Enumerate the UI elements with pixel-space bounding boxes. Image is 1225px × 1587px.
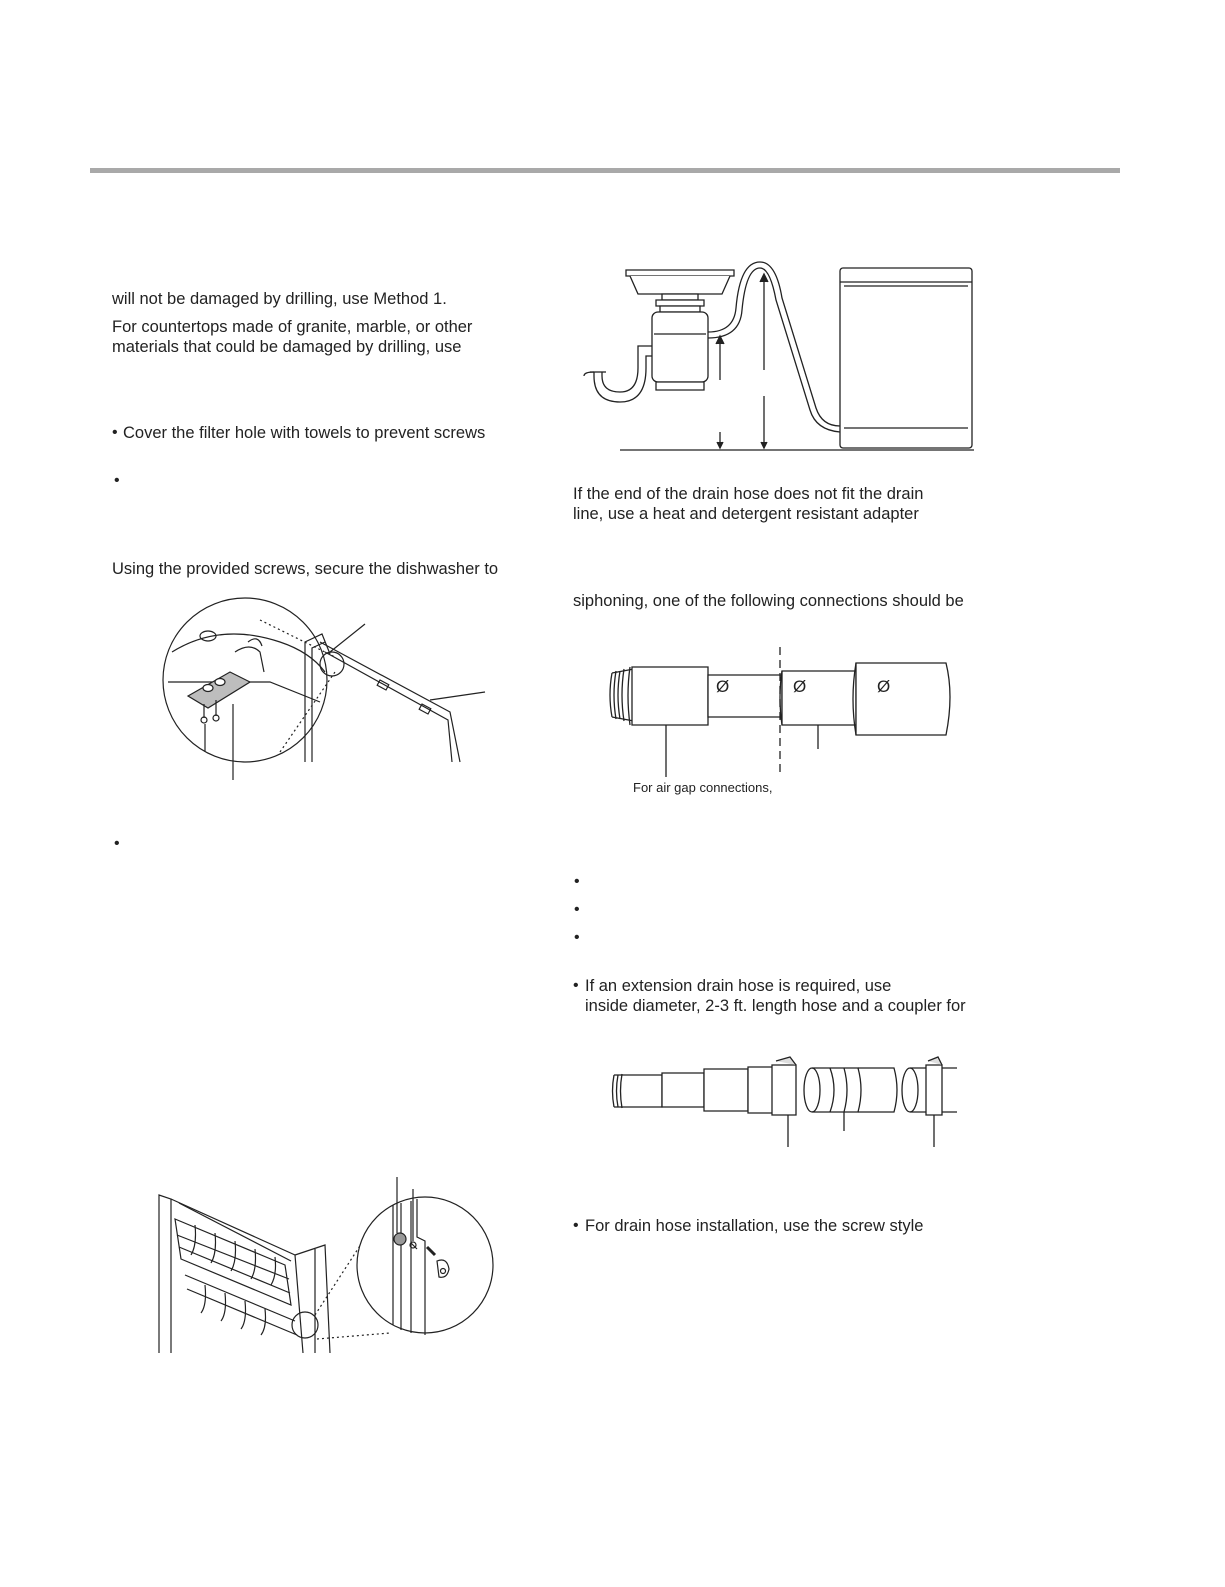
high-loop-diagram <box>590 260 980 455</box>
bullet-marker: • <box>574 901 580 918</box>
text-extension-1: If an extension drain hose is required, use <box>585 977 892 995</box>
text-cover-filter: Cover the filter hole with towels to prevent screws <box>123 424 486 442</box>
countertop-bracket-diagram <box>160 612 490 782</box>
text-extension-2: inside diameter, 2-3 ft. length hose and a coupler for <box>585 997 966 1015</box>
side-mount-diagram <box>155 1175 495 1355</box>
bullet-marker: • <box>114 472 120 489</box>
diameter-symbol: Ø <box>877 677 891 696</box>
diameter-symbol: Ø <box>716 677 730 696</box>
text-method1: will not be damaged by drilling, use Method 1. <box>112 290 447 308</box>
text-countertops-2: materials that could be damaged by drilling, use <box>112 338 462 356</box>
bullet-marker: • <box>574 929 580 946</box>
text-using-screws: Using the provided screws, secure the dishwasher to <box>112 560 499 578</box>
text-hose-fit-2: line, use a heat and detergent resistant adapter <box>573 505 919 523</box>
bullet-marker: • <box>573 1217 579 1234</box>
bullet-marker: • <box>112 424 118 441</box>
text-countertops-1: For countertops made of granite, marble, or other <box>112 318 473 336</box>
extension-hose-diagram <box>612 1055 957 1150</box>
text-siphoning: siphoning, one of the following connections should be <box>573 592 964 610</box>
diameter-symbol: Ø <box>793 677 807 696</box>
text-screw-style: For drain hose installation, use the screw style <box>585 1217 924 1235</box>
text-hose-fit-1: If the end of the drain hose does not fit the drain <box>573 485 924 503</box>
bullet-marker: • <box>574 873 580 890</box>
caption-air-gap: For air gap connections, <box>633 780 773 795</box>
bullet-marker: • <box>114 835 120 852</box>
drain-adapter-diagram <box>610 645 960 775</box>
header-rule <box>90 168 1120 173</box>
bullet-marker: • <box>573 977 579 994</box>
